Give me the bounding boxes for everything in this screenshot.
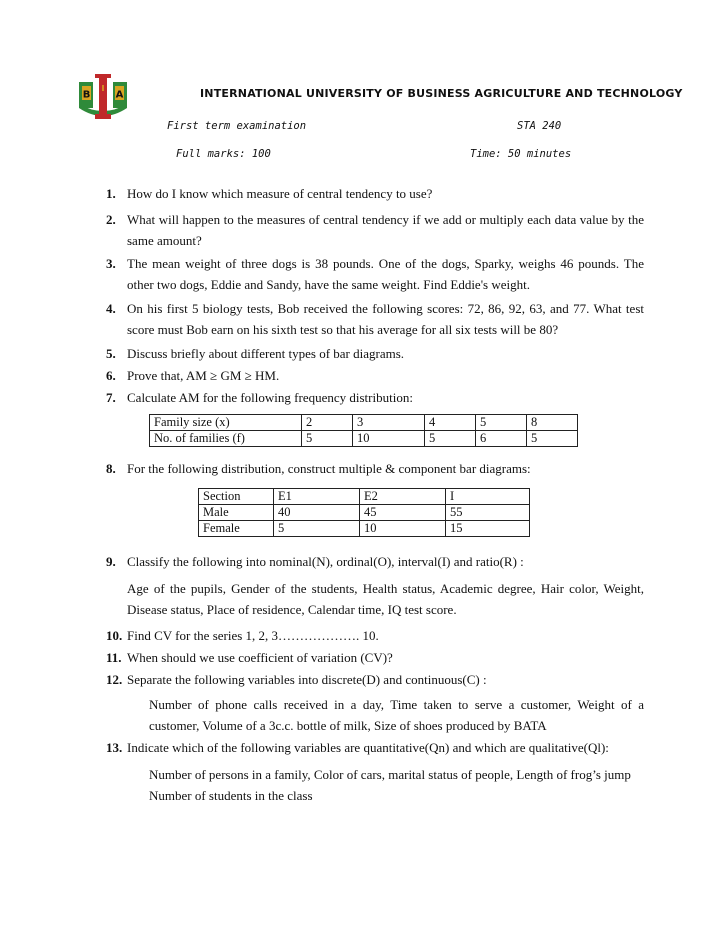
question-number: 2. bbox=[106, 212, 116, 227]
course-code: STA 240 bbox=[517, 120, 562, 132]
table-row bbox=[199, 521, 530, 537]
table-cell: 40 bbox=[274, 505, 360, 521]
question-number: 7. bbox=[106, 390, 116, 405]
table-row bbox=[150, 415, 578, 431]
question-text: On his first 5 biology tests, Bob received the following scores: 72, 86, 92, 63, and 77. What test score must Bob earn on his sixth test so that his average for all six tests will be 80? bbox=[127, 301, 644, 337]
question-detail: Age of the pupils, Gender of the students, Health status, Academic degree, Hair color, Weight, Disease status, Place of residence, Calendar time, IQ test score. bbox=[127, 581, 644, 617]
table-cell: 5 bbox=[424, 431, 475, 447]
question-number: 13. bbox=[106, 740, 123, 755]
question-number: 10. bbox=[106, 628, 123, 643]
question-number: 1. bbox=[106, 186, 116, 201]
question-1 bbox=[106, 183, 644, 204]
question-text: Classify the following into nominal(N), ordinal(O), interval(I) and ratio(R) : bbox=[127, 554, 524, 569]
table-cell: 2 bbox=[302, 415, 353, 431]
table-cell: No. of families (f) bbox=[150, 431, 302, 447]
logo-letter-a: A bbox=[115, 89, 124, 101]
frequency-table bbox=[149, 414, 578, 447]
table-cell: Section bbox=[199, 489, 274, 505]
university-title: INTERNATIONAL UNIVERSITY OF BUSINESS AGRICULTURE AND TECHNOLOGY bbox=[200, 87, 683, 100]
logo-letter-b: B bbox=[82, 89, 91, 101]
question-2 bbox=[106, 209, 644, 251]
table-cell: Female bbox=[199, 521, 274, 537]
question-number: 11. bbox=[106, 650, 122, 665]
question-5 bbox=[106, 343, 644, 364]
question-10 bbox=[106, 625, 644, 646]
question-text: Calculate AM for the following frequency distribution: bbox=[127, 390, 413, 405]
question-7 bbox=[106, 387, 644, 408]
question-4 bbox=[106, 298, 644, 340]
full-marks: Full marks: 100 bbox=[176, 148, 271, 160]
question-8 bbox=[106, 458, 644, 479]
question-detail: Number of phone calls received in a day, Time taken to serve a customer, Weight of a customer, Volume of a 3c.c. bottle of milk, Size of shoes produced by BATA bbox=[149, 697, 644, 733]
question-text: For the following distribution, construct multiple & component bar diagrams: bbox=[127, 461, 531, 476]
table-cell: E2 bbox=[360, 489, 446, 505]
question-detail: Number of persons in a family, Color of cars, marital status of people, Length of frog’s jump bbox=[149, 767, 631, 782]
distribution-table bbox=[198, 488, 530, 537]
table-cell: Family size (x) bbox=[150, 415, 302, 431]
question-text: When should we use coefficient of variation (CV)? bbox=[127, 650, 393, 665]
question-number: 6. bbox=[106, 368, 116, 383]
table-row bbox=[199, 489, 530, 505]
question-number: 8. bbox=[106, 461, 116, 476]
table-cell: 5 bbox=[475, 415, 526, 431]
question-text: Separate the following variables into discrete(D) and continuous(C) : bbox=[127, 672, 487, 687]
time-limit: Time: 50 minutes bbox=[470, 148, 572, 160]
table-cell: 10 bbox=[353, 431, 425, 447]
table-cell: 10 bbox=[360, 521, 446, 537]
table-cell: 3 bbox=[353, 415, 425, 431]
question-3 bbox=[106, 253, 644, 295]
question-11 bbox=[106, 647, 644, 668]
question-number: 3. bbox=[106, 256, 116, 271]
table-row bbox=[150, 431, 578, 447]
question-number: 12. bbox=[106, 672, 123, 687]
table-cell: 55 bbox=[446, 505, 530, 521]
question-12 bbox=[106, 669, 644, 736]
question-text: Prove that, AM ≥ GM ≥ HM. bbox=[127, 368, 280, 383]
question-number: 9. bbox=[106, 554, 116, 569]
question-number: 4. bbox=[106, 301, 116, 316]
question-text: Indicate which of the following variables are quantitative(Qn) and which are qualitative(Ql): bbox=[127, 740, 609, 755]
question-number: 5. bbox=[106, 346, 116, 361]
table-cell: 5 bbox=[302, 431, 353, 447]
question-detail-2: Number of students in the class bbox=[149, 788, 313, 803]
table-cell: 8 bbox=[526, 415, 577, 431]
question-9 bbox=[106, 551, 644, 620]
table-cell: I bbox=[446, 489, 530, 505]
exam-title: First term examination bbox=[167, 120, 307, 132]
question-text: What will happen to the measures of central tendency if we add or multiply each data value by the same amount? bbox=[127, 212, 644, 248]
table-cell: 5 bbox=[274, 521, 360, 537]
table-cell: 45 bbox=[360, 505, 446, 521]
question-text: Discuss briefly about different types of bar diagrams. bbox=[127, 346, 405, 361]
question-text: Find CV for the series 1, 2, 3………………. 10. bbox=[127, 628, 379, 643]
table-cell: 5 bbox=[526, 431, 577, 447]
question-text: How do I know which measure of central tendency to use? bbox=[127, 186, 433, 201]
table-row bbox=[199, 505, 530, 521]
table-cell: E1 bbox=[274, 489, 360, 505]
table-cell: 15 bbox=[446, 521, 530, 537]
question-13 bbox=[106, 737, 644, 806]
table-cell: 6 bbox=[475, 431, 526, 447]
university-logo bbox=[78, 74, 128, 124]
question-6 bbox=[106, 365, 644, 386]
table-cell: 4 bbox=[424, 415, 475, 431]
table-cell: Male bbox=[199, 505, 274, 521]
question-text: The mean weight of three dogs is 38 pounds. One of the dogs, Sparky, weighs 46 pounds. The other two dogs, Eddie and Sandy, have the same weight. Find Eddie's weight. bbox=[127, 256, 644, 292]
logo-letter-i: I bbox=[101, 84, 105, 93]
